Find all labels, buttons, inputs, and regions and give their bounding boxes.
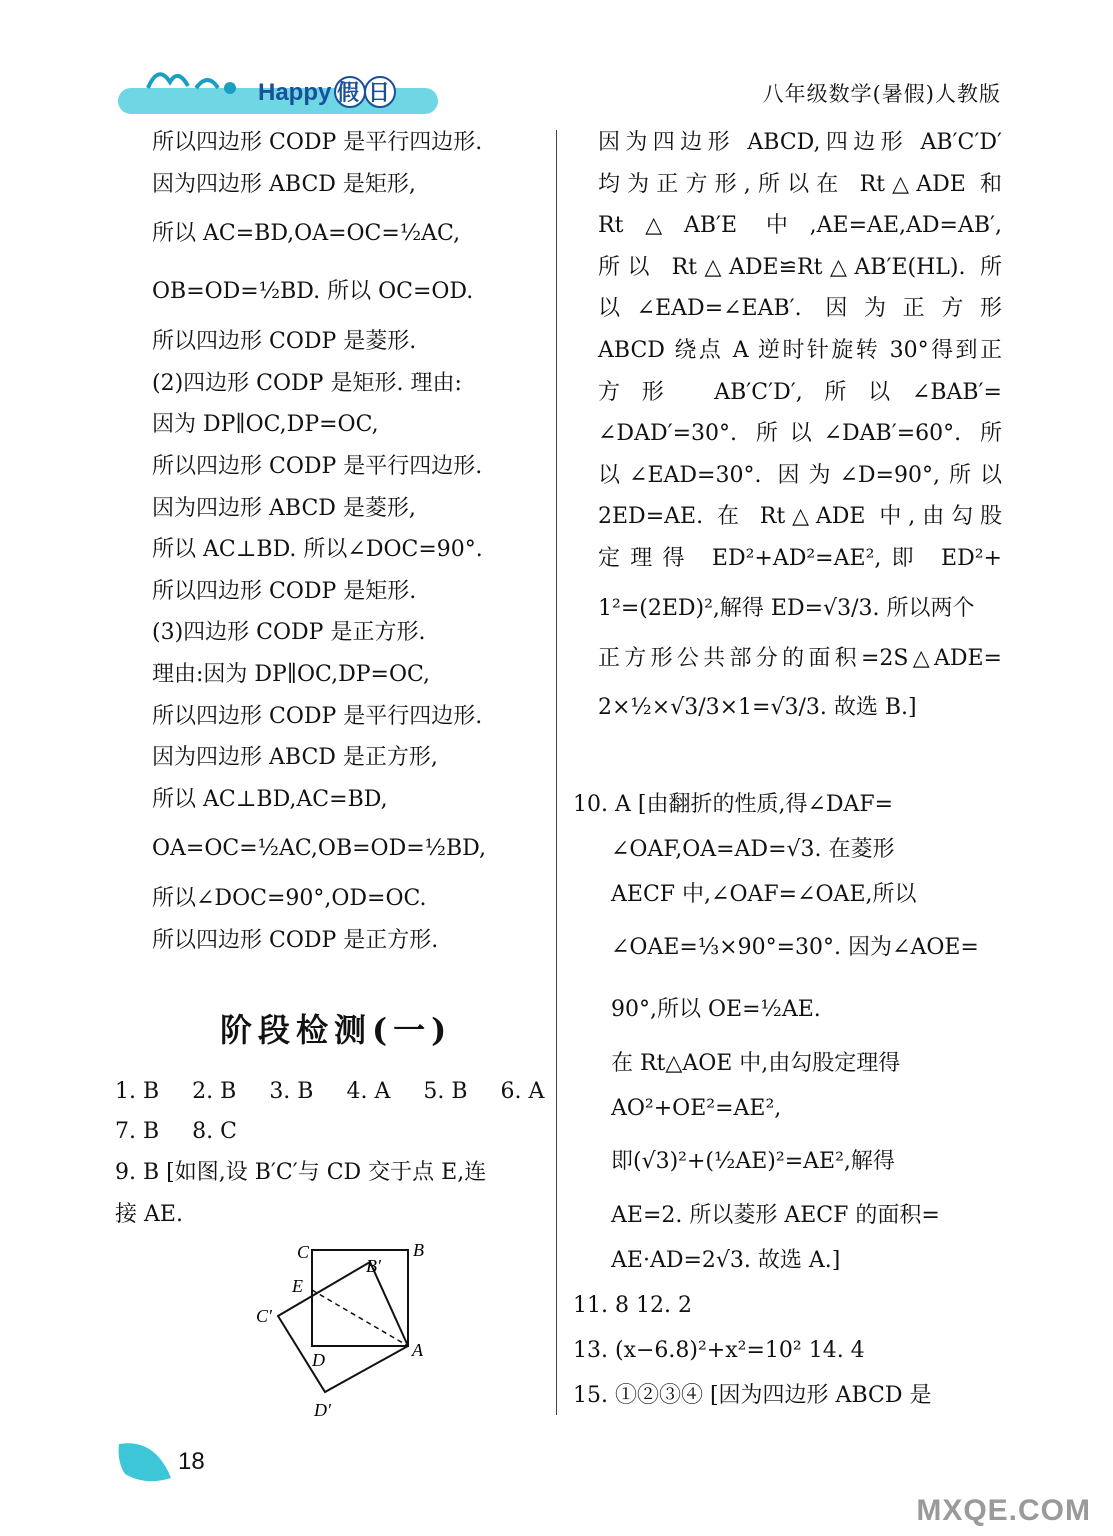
text-line: 2ED=AE. 在 Rt△ADE 中,由勾股 (598, 504, 1002, 530)
answer-item: 4. A (346, 1079, 391, 1104)
text-line: 因为四边形 ABCD,四边形 AB′C′D′ (598, 130, 1002, 155)
answer-list (115, 1072, 555, 1152)
text-line: 1²=(2ED)²,解得 ED=√3/3. 所以两个 (598, 595, 975, 621)
text-line: ABCD 绕点 A 逆时针旋转 30°得到正 (598, 337, 1002, 363)
text-line: (2)四边形 CODP 是矩形. 理由: (152, 370, 462, 396)
watermark: MXQE.COM (916, 1494, 1091, 1527)
right-column-lower (573, 782, 1003, 1418)
text-line: ∠OAE=⅓×90°=30°. 因为∠AOE= (611, 935, 979, 960)
text-line: ∠OAF,OA=AD=√3. 在菱形 (611, 837, 895, 862)
text-line: 所以四边形 CODP 是正方形. (152, 927, 439, 953)
text-line: 即(√3)²+(½AE)²=AE²,解得 (611, 1149, 895, 1174)
left-column (152, 122, 552, 962)
text-line: 方形 AB′C′D′,所以∠BAB′= (598, 379, 1002, 405)
answer-item: 3. B (269, 1079, 314, 1104)
book-title: 八年级数学(暑假)人教版 (762, 82, 1001, 106)
text-line: 所以四边形 CODP 是平行四边形. (152, 130, 483, 155)
answer-item: 1. B (115, 1079, 160, 1104)
text-line: 2×½×√3/3×1=√3/3. 故选 B.] (598, 695, 917, 721)
text-line: AECF 中,∠OAF=∠OAE,所以 (611, 882, 917, 907)
text-line: 所以 AC=BD,OA=OC=½AC, (152, 221, 461, 247)
text-line: 在 Rt△AOE 中,由勾股定理得 (611, 1051, 901, 1076)
happy-holiday-logo (118, 58, 438, 122)
text-line: 所以 AC⊥BD. 所以∠DOC=90°. (152, 537, 483, 563)
text-line: 以∠EAD=30°. 因为∠D=90°,所以 (598, 462, 1002, 488)
label-a: A (412, 1340, 423, 1360)
label-b: B (413, 1240, 424, 1260)
label-b-prime: B′ (366, 1256, 381, 1276)
text-line: 90°,所以 OE=½AE. (611, 997, 821, 1022)
label-d-prime: D′ (314, 1400, 331, 1420)
label-d: D (312, 1350, 325, 1370)
text-line: AE=2. 所以菱形 AECF 的面积= (611, 1203, 940, 1228)
text-line: 接 AE. (115, 1202, 183, 1227)
text-line: 所以∠DOC=90°,OD=OC. (152, 886, 427, 912)
label-c-prime: C′ (256, 1306, 272, 1326)
text-line: OB=OD=½BD. 所以 OC=OD. (152, 279, 474, 305)
text-line: 因为四边形 ABCD 是正方形, (152, 745, 438, 771)
text-line: OA=OC=½AC,OB=OD=½BD, (152, 836, 486, 862)
text-line: AO²+OE²=AE², (611, 1096, 782, 1121)
text-line: 理由:因为 DP∥OC,DP=OC, (152, 661, 431, 687)
text-line: 11. 8 12. 2 (573, 1293, 692, 1318)
text-line: 所以四边形 CODP 是平行四边形. (152, 703, 483, 729)
svg-text:假: 假 (337, 81, 360, 106)
answer-item: 5. B (423, 1079, 468, 1104)
svg-text:Happy: Happy (258, 79, 332, 106)
label-e: E (292, 1276, 303, 1296)
leaf-icon (115, 1438, 175, 1486)
rotated-squares-figure (250, 1232, 450, 1422)
text-line: Rt△AB′E 中,AE=AE,AD=AB′, (598, 213, 1002, 239)
answer-item: 8. C (192, 1119, 237, 1144)
text-line: 因为四边形 ABCD 是矩形, (152, 171, 416, 197)
text-line: 所以四边形 CODP 是矩形. (152, 578, 417, 604)
svg-text:日: 日 (368, 81, 391, 106)
text-line: 10. A [由翻折的性质,得∠DAF= (573, 792, 894, 817)
text-line: 均为正方形,所以在 Rt△ADE 和 (598, 171, 1002, 197)
text-line: 以∠EAD=∠EAB′. 因为正方形 (598, 296, 1002, 322)
segment-ae (312, 1290, 408, 1346)
text-line: AE·AD=2√3. 故选 A.] (611, 1248, 841, 1273)
answer-item: 6. A (500, 1079, 545, 1104)
text-line: 正方形公共部分的面积=2S△ADE= (598, 645, 1002, 671)
answer-item: 7. B (115, 1119, 160, 1144)
text-line: 所以四边形 CODP 是平行四边形. (152, 453, 483, 479)
section-title: 阶段检测(一) (220, 1011, 453, 1049)
palm-tree-icon (148, 74, 188, 88)
text-line: 定理得 ED²+AD²=AE²,即 ED²+ (598, 545, 1002, 571)
text-line: ∠DAD′=30°. 所以∠DAB′=60°. 所 (598, 421, 1002, 447)
text-line: 因为四边形 ABCD 是菱形, (152, 495, 416, 521)
text-line: 15. ①②③④ [因为四边形 ABCD 是 (573, 1383, 932, 1408)
text-line: 所以四边形 CODP 是菱形. (152, 329, 417, 355)
square-abcd (312, 1250, 408, 1346)
right-column (598, 122, 1002, 737)
label-c: C (297, 1242, 310, 1262)
answer-item: 2. B (192, 1079, 237, 1104)
page-number: 18 (178, 1448, 205, 1475)
text-line: 所以 Rt△ADE≌Rt△AB′E(HL). 所 (598, 254, 1002, 280)
text-line: (3)四边形 CODP 是正方形. (152, 620, 426, 646)
column-divider (556, 130, 557, 1415)
text-line: 13. (x−6.8)²+x²=10² 14. 4 (573, 1338, 865, 1363)
text-line: 所以 AC⊥BD,AC=BD, (152, 786, 388, 812)
question-9-text (115, 1152, 545, 1236)
text-line: 9. B [如图,设 B′C′与 CD 交于点 E,连 (115, 1160, 487, 1185)
text-line: 因为 DP∥OC,DP=OC, (152, 412, 379, 438)
